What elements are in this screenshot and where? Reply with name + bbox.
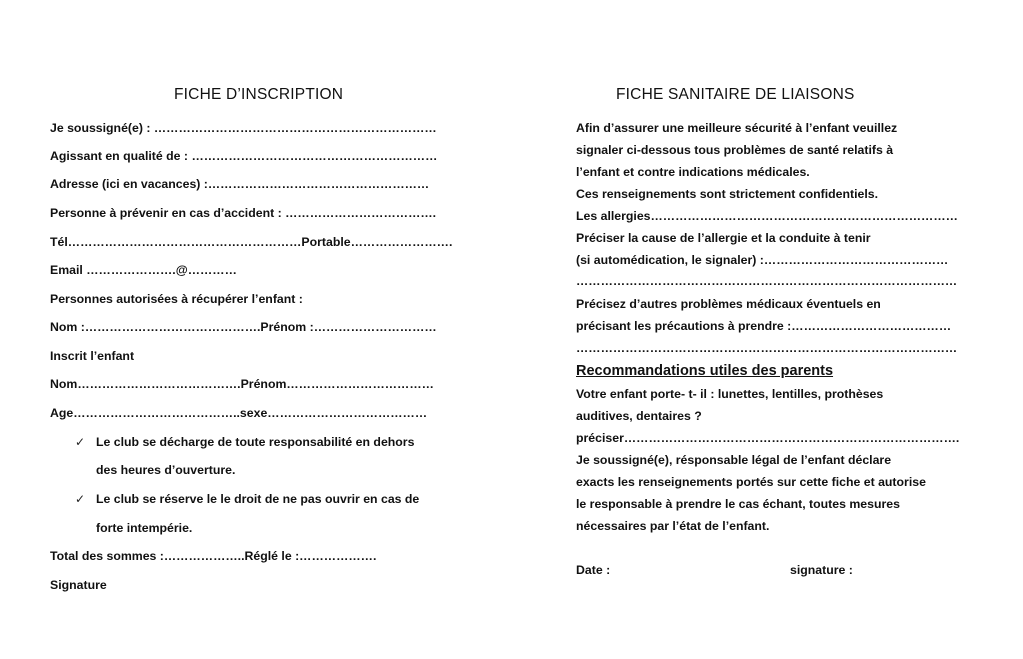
intro-line: signaler ci-dessous tous problèmes de santé relatifs à [576, 143, 894, 157]
recommendation-line: Votre enfant porte- t- il : lunettes, lentilles, prothèses [576, 387, 884, 401]
declaration-line: le responsable à prendre le cas échant, toutes mesures [576, 497, 900, 511]
bullet-text: Le club se réserve le le droit de ne pas ouvrir en cas de [96, 492, 420, 506]
allergies-field: Les allergies………………………………………………………………… [576, 209, 958, 223]
bullet-text: Le club se décharge de toute responsabilité en dehors [96, 435, 415, 449]
preciser-field: préciser………………………………………………………………………. [576, 431, 960, 445]
total-regle-field: Total des sommes :………………..Réglé le :………………. [50, 549, 377, 563]
precautions-field: précisant les précautions à prendre :………………………………… [576, 319, 952, 333]
qualite-field: Agissant en qualité de : …………………………………………………… [50, 149, 438, 163]
bullet-text-cont: forte intempérie. [96, 521, 193, 535]
recommandations-heading: Recommandations utiles des parents [576, 363, 834, 379]
personnes-autorisees-label: Personnes autorisées à récupérer l’enfant : [50, 292, 303, 306]
checkmark-icon: ✓ [75, 492, 86, 506]
telephone-field: Tél…………………………………………………Portable……………………. [50, 235, 453, 249]
adresse-field: Adresse (ici en vacances) :……………………………………………… [50, 177, 430, 191]
declaration-line: nécessaires par l’état de l’enfant. [576, 519, 770, 533]
declaration-line: Je soussigné(e), résponsable légal de l’enfant déclare [576, 453, 892, 467]
signature-label: Signature [50, 578, 107, 592]
sanitaire-title: FICHE SANITAIRE DE LIAISONS [616, 86, 855, 103]
autres-problemes-label: Précisez d’autres problèmes médicaux éventuels en [576, 297, 881, 311]
email-field: Email ………………….@………… [50, 263, 237, 277]
blank-line: ………………………………………………………………………………… [576, 274, 958, 288]
inscrit-enfant-label: Inscrit l’enfant [50, 349, 135, 363]
declaration-line: exacts les renseignements portés sur cette fiche et autorise [576, 475, 926, 489]
automedication-field: (si automédication, le signaler) :……………………………………… [576, 253, 949, 267]
recommendation-line: auditives, dentaires ? [576, 409, 702, 423]
allergie-cause-label: Préciser la cause de l’allergie et la conduite à tenir [576, 231, 871, 245]
soussigne-field: Je soussigné(e) : …………………………………………………………… [50, 121, 437, 135]
autorise-nom-prenom-field: Nom :…………………………………….Prénom :………………………… [50, 320, 437, 334]
date-label: Date : [576, 563, 611, 577]
bullet-text-cont: des heures d’ouverture. [96, 463, 236, 477]
age-sexe-field: Age…………………………………..sexe………………………………… [50, 406, 428, 420]
intro-line: Afin d’assurer une meilleure sécurité à l’enfant veuillez [576, 121, 898, 135]
confidential-note: Ces renseignements sont strictement confidentiels. [576, 187, 879, 201]
enfant-nom-prenom-field: Nom………………………………….Prénom……………………………… [50, 377, 434, 391]
inscription-title: FICHE D’INSCRIPTION [174, 86, 344, 103]
intro-line: l’enfant et contre indications médicales. [576, 165, 810, 179]
signature-label: signature : [790, 563, 853, 577]
blank-line: ………………………………………………………………………………… [576, 341, 958, 355]
personne-prevenir-field: Personne à prévenir en cas d’accident : ………………………………. [50, 206, 437, 220]
checkmark-icon: ✓ [75, 435, 86, 449]
